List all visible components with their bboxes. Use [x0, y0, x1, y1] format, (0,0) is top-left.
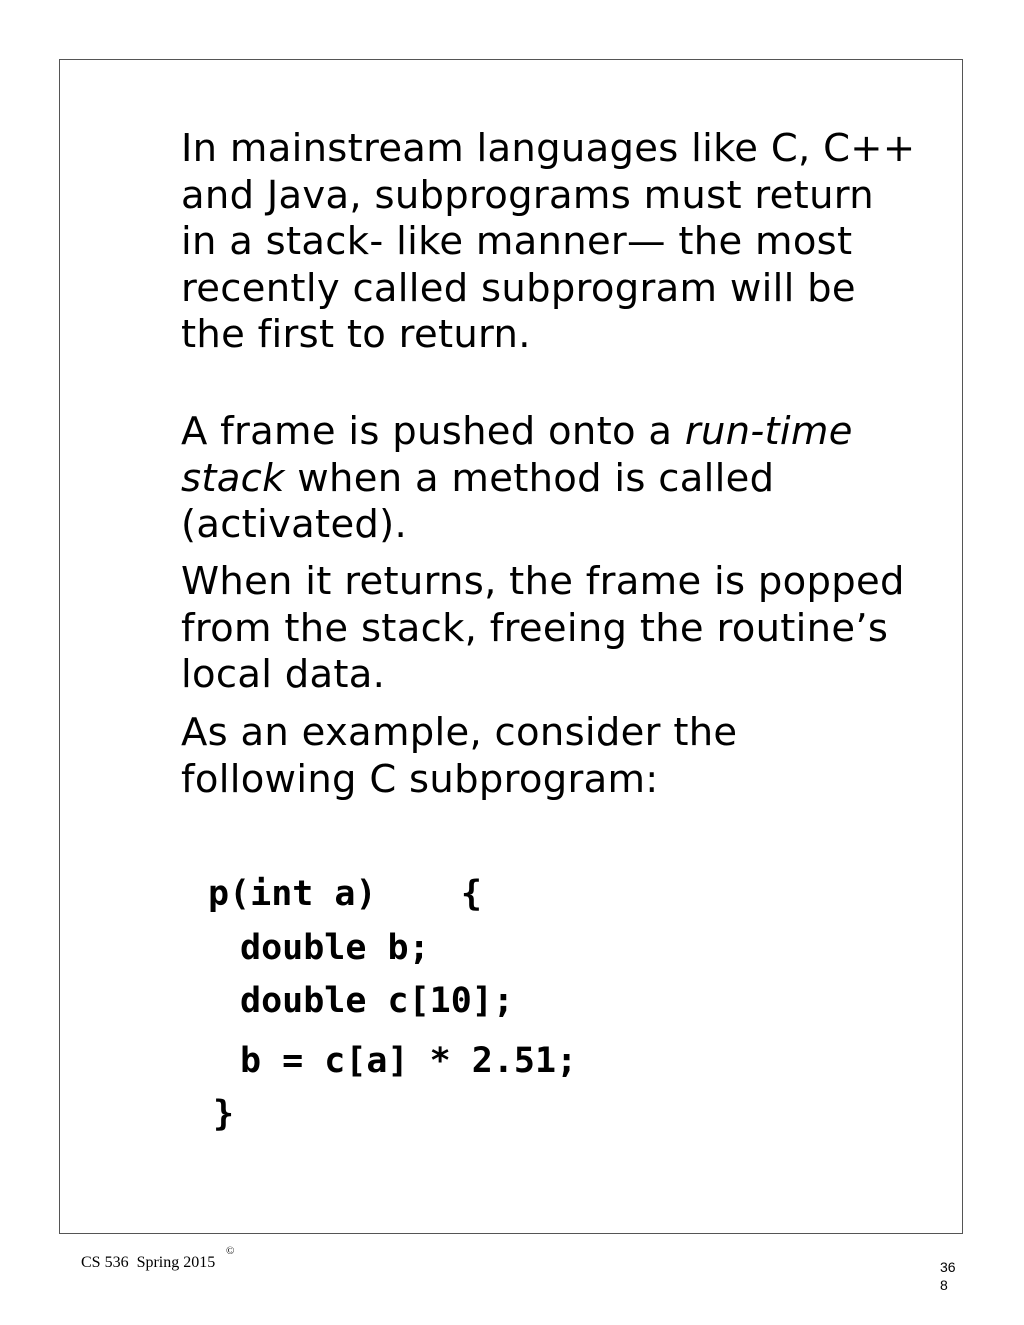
page-number [940, 1258, 970, 1294]
run-time-stack-term: run-time stack [181, 409, 853, 501]
code-line-closing-brace: } [213, 1094, 235, 1134]
paragraph-frame-popped: When it returns, the frame is popped from the stack, freeing the routine’s local data. [181, 559, 905, 697]
copyright-symbol: © [226, 1245, 235, 1257]
code-line-assignment: b = c[a] * 2.51; [240, 1041, 578, 1081]
paragraph-example-intro: As an example, consider the following C subprogram: [181, 710, 738, 802]
code-line-declare-b: double b; [240, 928, 430, 968]
footer-course: CS 536 Spring 2015 [81, 1254, 216, 1271]
code-line-signature: p(int a) { [208, 874, 482, 914]
page-number-line1: 36 [940, 1259, 956, 1275]
paragraph-frame-pushed-start: A frame is pushed onto a [181, 409, 685, 454]
page-number-line2: 8 [940, 1277, 948, 1293]
code-line-declare-c: double c[10]; [240, 981, 514, 1021]
paragraph-frame-pushed [181, 409, 921, 549]
paragraph-subprogram-return-order: In mainstream languages like C, C++ and Java, subprograms must return in a stack- like manner— the most recently called subprogram will be the first to return. [181, 126, 916, 357]
paragraph-frame-pushed-end: when a method is called (activated). [181, 455, 775, 547]
